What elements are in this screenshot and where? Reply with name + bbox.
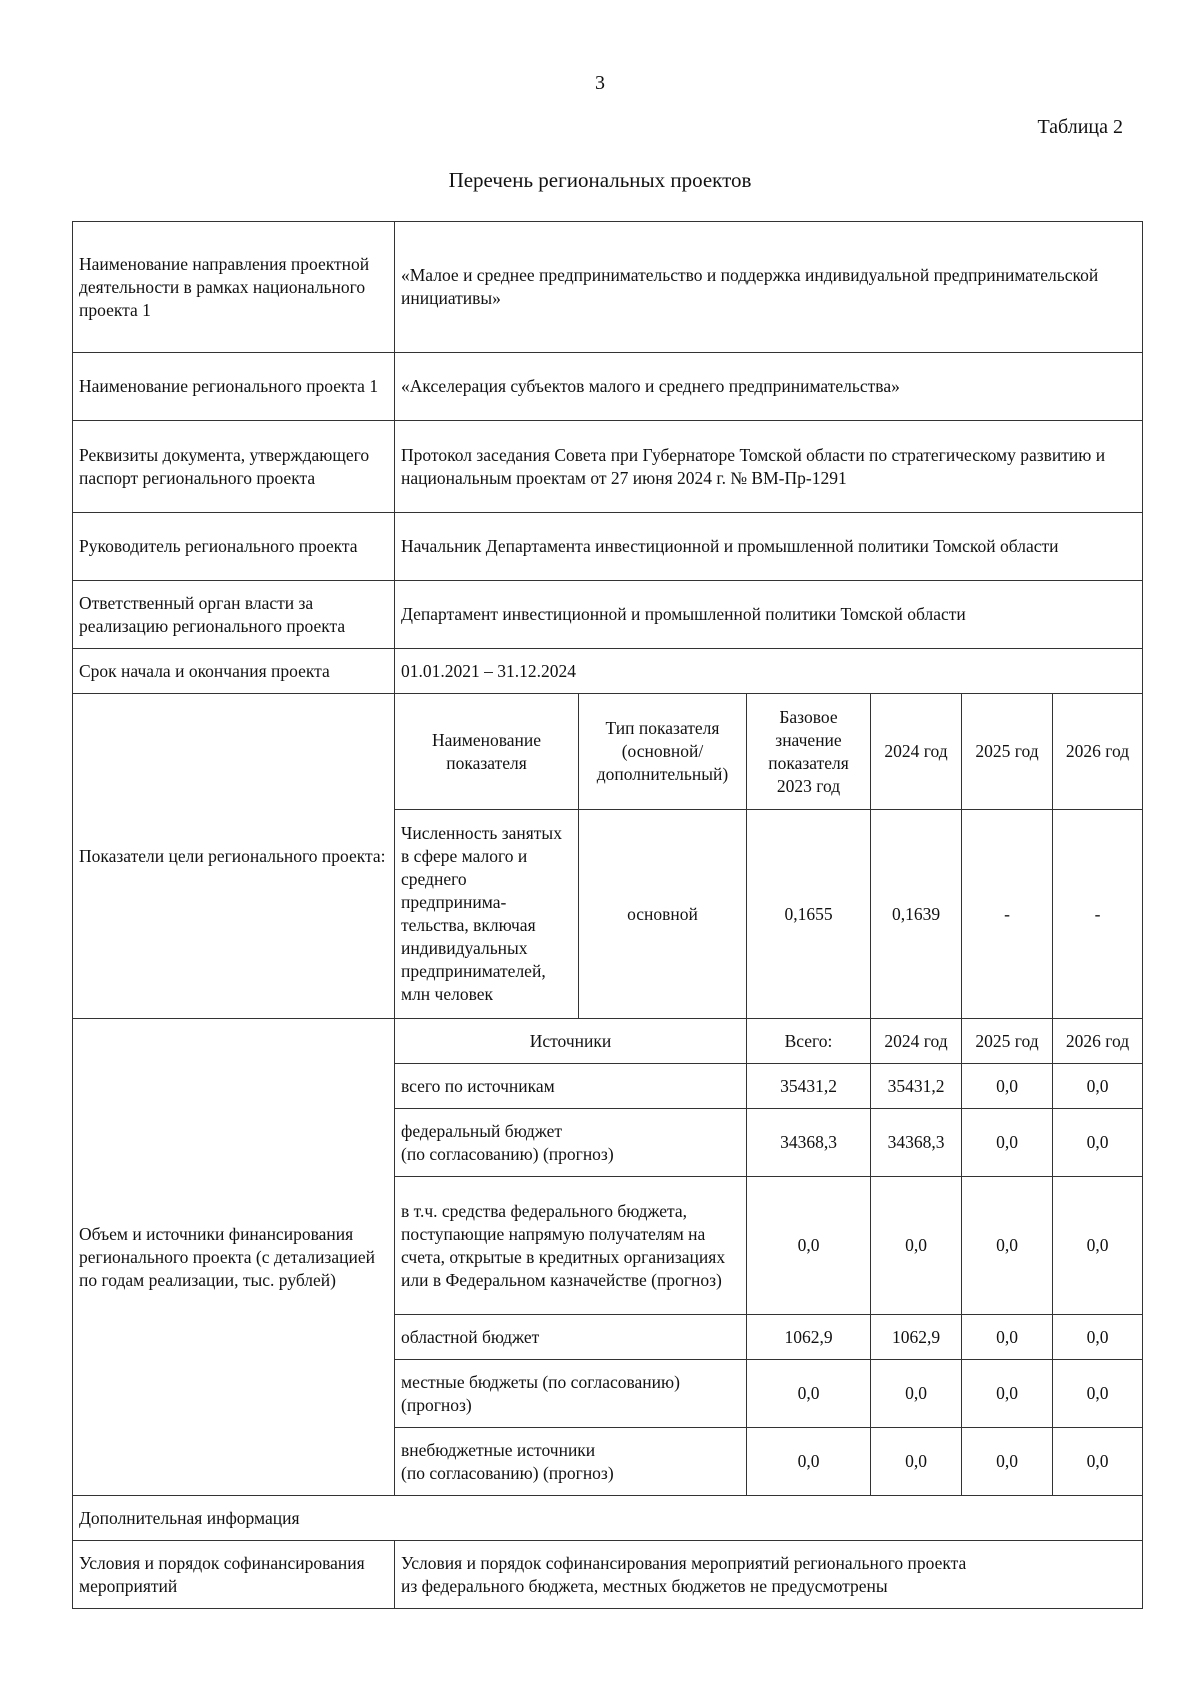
financing-header-source: Источники [395,1019,747,1064]
financing-2025: 0,0 [962,1360,1053,1428]
financing-2025: 0,0 [962,1428,1053,1496]
financing-2024: 1062,9 [871,1315,962,1360]
indicator-header-2025: 2025 год [962,694,1053,810]
financing-source: местные бюджеты (по согласованию) (прогноз) [395,1360,747,1428]
financing-total: 0,0 [747,1360,871,1428]
indicator-2026: - [1053,810,1143,1019]
financing-2025: 0,0 [962,1177,1053,1315]
indicator-2024: 0,1639 [871,810,962,1019]
financing-2026: 0,0 [1053,1109,1143,1177]
indicator-header-2024: 2024 год [871,694,962,810]
financing-source: областной бюджет [395,1315,747,1360]
financing-total: 0,0 [747,1177,871,1315]
financing-source: всего по источникам [395,1064,747,1109]
financing-total: 35431,2 [747,1064,871,1109]
financing-total: 0,0 [747,1428,871,1496]
financing-header-2025: 2025 год [962,1019,1053,1064]
period-value: 01.01.2021 – 31.12.2024 [395,649,1143,694]
leader-value: Начальник Департамента инвестиционной и промышленной политики Томской области [395,513,1143,581]
additional-info-label: Дополнительная информация [73,1496,1143,1541]
financing-header-2026: 2026 год [1053,1019,1143,1064]
financing-2026: 0,0 [1053,1064,1143,1109]
table-caption: Таблица 2 [1037,116,1123,138]
row-leader [73,513,1143,581]
financing-total: 34368,3 [747,1109,871,1177]
financing-2026: 0,0 [1053,1360,1143,1428]
page-number: 3 [595,72,605,94]
financing-header-row [73,1019,1143,1064]
financing-2024: 35431,2 [871,1064,962,1109]
indicators-header-row [73,694,1143,810]
indicators-label: Показатели цели регионального проекта: [73,694,395,1019]
requisites-label: Реквизиты документа, утверждающего паспорт регионального проекта [73,421,395,513]
financing-total: 1062,9 [747,1315,871,1360]
row-project-name [73,353,1143,421]
row-additional-info [73,1496,1143,1541]
responsible-label: Ответственный орган власти за реализацию регионального проекта [73,581,395,649]
financing-source: в т.ч. средства федерального бюджета, поступающие напрямую получателям на счета, открытые в кредитных организациях или в Федеральном казначействе (прогноз) [395,1177,747,1315]
financing-2026: 0,0 [1053,1428,1143,1496]
indicator-header-base: Базовое значение показателя 2023 год [747,694,871,810]
financing-2024: 0,0 [871,1428,962,1496]
financing-2025: 0,0 [962,1109,1053,1177]
financing-2025: 0,0 [962,1315,1053,1360]
financing-2025: 0,0 [962,1064,1053,1109]
indicator-base: 0,1655 [747,810,871,1019]
regional-projects-table [72,221,1143,1609]
indicator-header-2026: 2026 год [1053,694,1143,810]
direction-label: Наименование направления проектной деятельности в рамках национального проекта 1 [73,222,395,353]
indicator-2025: - [962,810,1053,1019]
indicator-header-type: Тип показателя (основной/ дополнительный) [579,694,747,810]
financing-header-total: Всего: [747,1019,871,1064]
financing-label: Объем и источники финансирования регионального проекта (с детализацией по годам реализации, тыс. рублей) [73,1019,395,1496]
direction-value: «Малое и среднее предпринимательство и поддержка индивидуальной предпринимательской инициативы» [395,222,1143,353]
cofinancing-label: Условия и порядок софинансирования мероприятий [73,1541,395,1609]
requisites-value: Протокол заседания Совета при Губернаторе Томской области по стратегическому развитию и национальным проектам от 27 июня 2024 г. № ВМ-Пр-1291 [395,421,1143,513]
project-name-label: Наименование регионального проекта 1 [73,353,395,421]
row-responsible [73,581,1143,649]
financing-2026: 0,0 [1053,1315,1143,1360]
financing-2026: 0,0 [1053,1177,1143,1315]
project-name-value: «Акселерация субъектов малого и среднего предпринимательства» [395,353,1143,421]
financing-source: внебюджетные источники (по согласованию) (прогноз) [395,1428,747,1496]
row-requisites [73,421,1143,513]
financing-2024: 34368,3 [871,1109,962,1177]
financing-2024: 0,0 [871,1177,962,1315]
financing-2024: 0,0 [871,1360,962,1428]
responsible-value: Департамент инвестиционной и промышленной политики Томской области [395,581,1143,649]
financing-header-2024: 2024 год [871,1019,962,1064]
leader-label: Руководитель регионального проекта [73,513,395,581]
document-title: Перечень региональных проектов [448,168,752,192]
row-cofinancing [73,1541,1143,1609]
financing-source: федеральный бюджет (по согласованию) (прогноз) [395,1109,747,1177]
indicator-header-name: Наименование показателя [395,694,579,810]
row-direction [73,222,1143,353]
indicator-type: основной [579,810,747,1019]
cofinancing-value: Условия и порядок софинансирования мероприятий регионального проекта из федерального бюджета, местных бюджетов не предусмотрены [395,1541,1143,1609]
period-label: Срок начала и окончания проекта [73,649,395,694]
row-period [73,649,1143,694]
indicator-name: Численность занятых в сфере малого и среднего предпринима-тельства, включая индивидуальных предпринимателей, млн человек [395,810,579,1019]
